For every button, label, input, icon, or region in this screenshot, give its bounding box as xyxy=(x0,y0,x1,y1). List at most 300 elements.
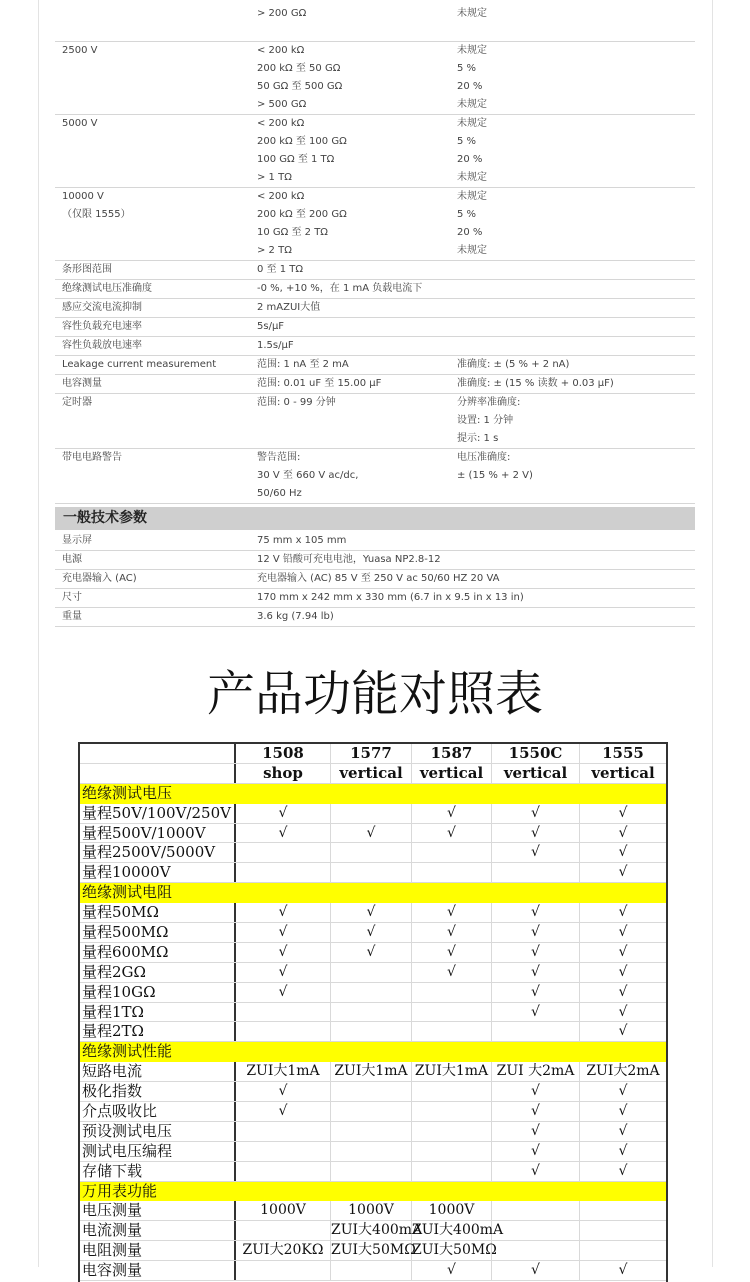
feature-label: 量程500V/1000V xyxy=(80,824,236,843)
spec-range: 2 mAZUI大值 xyxy=(257,302,321,313)
feature-row xyxy=(80,1261,666,1281)
spec-accuracy-cell xyxy=(457,356,695,374)
spec-label-cell xyxy=(55,337,257,355)
feature-value: 1000V xyxy=(236,1201,331,1220)
feature-row xyxy=(80,1201,666,1221)
feature-label: 量程600MΩ xyxy=(80,943,236,962)
spec-range: < 200 kΩ xyxy=(257,118,305,129)
check-icon: √ xyxy=(618,1262,628,1279)
spec-range: > 2 TΩ xyxy=(257,245,292,256)
feature-label: 极化指数 xyxy=(80,1082,236,1101)
spec-label: 绝缘测试电压准确度 xyxy=(62,283,152,294)
feature-value: ZUI大1mA xyxy=(412,1062,492,1081)
general-label: 电源 xyxy=(62,554,82,565)
check-icon: √ xyxy=(412,903,492,922)
feature-value xyxy=(236,1221,331,1240)
spec-range: < 200 kΩ xyxy=(257,45,305,56)
spec-accuracy: ± (15 % + 2 V) xyxy=(457,470,533,481)
spec-accuracy: 5 % xyxy=(457,209,477,220)
section-label: 万用表功能 xyxy=(82,1181,158,1200)
section-row xyxy=(80,883,666,903)
feature-label: 电压测量 xyxy=(80,1201,236,1220)
check-icon: √ xyxy=(492,1102,580,1121)
model-style: vertical xyxy=(412,764,492,783)
general-row xyxy=(55,608,695,627)
feature-value xyxy=(412,1122,492,1141)
spec-accuracy: 准确度: ± (5 % + 2 nA) xyxy=(457,359,570,370)
spec-accuracy-cell xyxy=(457,188,695,260)
check-icon: √ xyxy=(492,1082,580,1101)
general-value: 75 mm x 105 mm xyxy=(257,535,347,546)
check-icon: √ xyxy=(412,943,492,962)
spec-label: 条形图范围 xyxy=(62,264,112,275)
feature-value: ZUI大400mA xyxy=(331,1222,423,1239)
spec-accuracy-cell xyxy=(457,280,695,298)
check-icon: √ xyxy=(618,1003,628,1020)
spec-row xyxy=(55,261,695,280)
check-icon: √ xyxy=(236,963,331,982)
feature-value xyxy=(492,863,580,882)
check-icon: √ xyxy=(618,824,628,841)
spec-label: 容性负载放电速率 xyxy=(62,340,142,351)
spec-accuracy: 5 % xyxy=(457,136,477,147)
spec-accuracy: 20 % xyxy=(457,154,483,165)
feature-row xyxy=(80,1062,666,1082)
feature-value xyxy=(331,983,412,1002)
general-row xyxy=(55,570,695,589)
spec-range-cell xyxy=(257,394,457,448)
check-icon: √ xyxy=(331,923,412,942)
spec-label: Leakage current measurement xyxy=(62,359,217,370)
feature-label: 预设测试电压 xyxy=(80,1122,236,1141)
model-model: 1508 xyxy=(236,744,331,763)
check-icon: √ xyxy=(492,1003,580,1022)
feature-value xyxy=(580,1201,666,1220)
check-icon: √ xyxy=(236,903,331,922)
spec-label-cell xyxy=(55,188,257,260)
general-value: 170 mm x 242 mm x 330 mm (6.7 in x 9.5 in x 13 in) xyxy=(257,592,524,603)
general-specs-table xyxy=(55,532,695,627)
check-icon: √ xyxy=(618,904,628,921)
spec-range: 200 kΩ 至 200 GΩ xyxy=(257,209,347,220)
spec-range: 范围: 0.01 uF 至 15.00 μF xyxy=(257,378,382,389)
feature-value xyxy=(331,1022,412,1041)
feature-value xyxy=(331,863,412,882)
section-row xyxy=(80,784,666,804)
check-icon: √ xyxy=(412,963,492,982)
spec-accuracy-cell xyxy=(457,449,695,503)
model-model: 1550C xyxy=(492,744,580,763)
feature-row xyxy=(80,1241,666,1261)
check-icon: √ xyxy=(618,1083,628,1100)
spec-range: > 500 GΩ xyxy=(257,99,307,110)
feature-value xyxy=(580,1221,666,1240)
check-icon: √ xyxy=(492,1122,580,1141)
feature-row xyxy=(80,1122,666,1142)
model-style: vertical xyxy=(492,764,580,783)
check-icon: √ xyxy=(236,804,331,823)
check-icon: √ xyxy=(618,1103,628,1120)
check-icon: √ xyxy=(492,1261,580,1280)
check-icon: √ xyxy=(492,804,580,823)
feature-value xyxy=(412,1102,492,1121)
feature-value xyxy=(236,843,331,862)
spec-accuracy-cell xyxy=(457,261,695,279)
feature-value xyxy=(236,1022,331,1041)
comparison-title: 产品功能对照表 xyxy=(206,666,543,722)
spec-row xyxy=(55,375,695,394)
spec-label-cell xyxy=(55,318,257,336)
feature-value xyxy=(331,1102,412,1121)
spec-accuracy-cell xyxy=(457,318,695,336)
spec-label: 10000 V xyxy=(62,191,104,202)
check-icon: √ xyxy=(492,943,580,962)
check-icon: √ xyxy=(492,963,580,982)
general-value: 12 V 铅酸可充电电池，Yuasa NP2.8-12 xyxy=(257,554,441,565)
spec-accuracy-cell xyxy=(457,394,695,448)
spec-range: 50 GΩ 至 500 GΩ xyxy=(257,81,343,92)
check-icon: √ xyxy=(618,864,628,881)
model-style: vertical xyxy=(591,763,655,782)
feature-value xyxy=(236,1122,331,1141)
spec-label-cell xyxy=(55,394,257,448)
feature-value xyxy=(492,1201,580,1220)
feature-value xyxy=(236,1162,331,1181)
model-model: 1555 xyxy=(602,744,644,762)
spec-accuracy: 未规定 xyxy=(457,245,487,256)
check-icon: √ xyxy=(331,903,412,922)
spec-label: 感应交流电流抑制 xyxy=(62,302,142,313)
check-icon: √ xyxy=(492,923,580,942)
spec-range-cell xyxy=(257,280,457,298)
spec-range-cell xyxy=(257,5,457,41)
feature-value xyxy=(412,1162,492,1181)
spec-range: 30 V 至 660 V ac/dc, xyxy=(257,470,359,481)
general-row xyxy=(55,589,695,608)
feature-value xyxy=(492,1221,580,1240)
spec-range: 100 GΩ 至 1 TΩ xyxy=(257,154,335,165)
feature-value xyxy=(492,1022,580,1041)
spec-range: 10 GΩ 至 2 TΩ xyxy=(257,227,328,238)
check-icon: √ xyxy=(236,983,331,1002)
spec-accuracy: 未规定 xyxy=(457,45,487,56)
spec-range-cell xyxy=(257,318,457,336)
feature-label: 量程50MΩ xyxy=(80,903,236,922)
feature-value xyxy=(331,843,412,862)
feature-value: 1000V xyxy=(331,1201,412,1220)
general-value: 充电器输入 (AC) 85 V 至 250 V ac 50/60 HZ 20 VA xyxy=(257,573,500,584)
feature-row xyxy=(80,963,666,983)
spec-label xyxy=(62,23,257,41)
feature-value: ZUI大50MΩ xyxy=(412,1242,497,1259)
feature-value xyxy=(331,1003,412,1022)
spec-range-cell xyxy=(257,449,457,503)
spec-label-cell xyxy=(55,356,257,374)
feature-value xyxy=(236,863,331,882)
spec-range: 1.5s/μF xyxy=(257,340,294,351)
spec-range-cell xyxy=(257,188,457,260)
feature-label: 量程10000V xyxy=(80,863,236,882)
feature-value: ZUI 大2mA xyxy=(492,1062,580,1081)
spec-label: 容性负载充电速率 xyxy=(62,321,142,332)
general-label: 显示屏 xyxy=(62,535,92,546)
spec-row xyxy=(55,5,695,42)
check-icon: √ xyxy=(492,983,580,1002)
spec-range-cell xyxy=(257,261,457,279)
feature-row xyxy=(80,1003,666,1023)
check-icon: √ xyxy=(618,943,628,960)
spec-label-cell xyxy=(55,375,257,393)
feature-value: ZUI大1mA xyxy=(236,1062,331,1081)
comparison-header-styles xyxy=(80,764,666,784)
spec-row xyxy=(55,318,695,337)
feature-value xyxy=(580,1241,666,1260)
feature-label: 电容测量 xyxy=(80,1261,236,1280)
check-icon: √ xyxy=(412,824,492,843)
feature-value xyxy=(412,1022,492,1041)
feature-value xyxy=(331,1261,412,1280)
check-icon: √ xyxy=(331,943,412,962)
feature-label: 量程500MΩ xyxy=(80,923,236,942)
check-icon: √ xyxy=(618,983,628,1000)
spec-accuracy: 未规定 xyxy=(457,191,487,202)
general-label: 尺寸 xyxy=(62,592,82,603)
check-icon: √ xyxy=(412,804,492,823)
section-row xyxy=(80,1042,666,1062)
spec-accuracy: 5 % xyxy=(457,63,477,74)
spec-row xyxy=(55,299,695,318)
check-icon: √ xyxy=(492,843,580,862)
comparison-table xyxy=(78,742,668,1282)
feature-row xyxy=(80,903,666,923)
feature-value xyxy=(412,983,492,1002)
spec-accuracy: 未规定 xyxy=(457,118,487,129)
spec-range: 警告范围: xyxy=(257,452,301,463)
feature-value: ZUI大50MΩ xyxy=(331,1242,416,1259)
spec-row xyxy=(55,356,695,375)
spec-accuracy: 设置: 1 分钟 xyxy=(457,415,514,426)
spec-label: 5000 V xyxy=(62,118,98,129)
spec-range: 200 kΩ 至 100 GΩ xyxy=(257,136,347,147)
check-icon: √ xyxy=(618,963,628,980)
section-label: 绝缘测试电阻 xyxy=(82,883,173,902)
insulation-spec-table xyxy=(55,5,695,504)
feature-label: 测试电压编程 xyxy=(80,1142,236,1161)
spec-range-cell xyxy=(257,375,457,393)
check-icon: √ xyxy=(618,1162,628,1179)
feature-row xyxy=(80,824,666,844)
feature-value xyxy=(492,1241,580,1260)
spec-accuracy: 准确度: ± (15 % 读数 + 0.03 μF) xyxy=(457,378,614,389)
check-icon: √ xyxy=(618,1023,628,1040)
spec-accuracy: 分辨率准确度: xyxy=(457,397,521,408)
feature-value xyxy=(331,963,412,982)
general-label: 充电器输入 (AC) xyxy=(62,573,137,584)
check-icon: √ xyxy=(492,1162,580,1181)
feature-label: 量程2TΩ xyxy=(80,1022,236,1041)
spec-label-cell xyxy=(55,261,257,279)
spec-accuracy: 未规定 xyxy=(457,172,487,183)
general-specs-heading: 一般技术参数 xyxy=(55,507,695,530)
spec-accuracy-cell xyxy=(457,375,695,393)
spec-label-cell xyxy=(55,5,257,41)
spec-accuracy-cell xyxy=(457,337,695,355)
spec-range: 50/60 Hz xyxy=(257,488,302,499)
feature-label: 介点吸收比 xyxy=(80,1102,236,1121)
feature-value: ZUI大20KΩ xyxy=(236,1241,331,1260)
spec-row xyxy=(55,188,695,261)
spec-label xyxy=(62,5,257,23)
model-model: 1587 xyxy=(412,744,492,763)
section-label: 绝缘测试电压 xyxy=(82,783,173,802)
spec-range: -0 %, +10 %，在 1 mA 负载电流下 xyxy=(257,283,423,294)
spec-label-cell xyxy=(55,42,257,114)
spec-label: 2500 V xyxy=(62,45,98,56)
spec-row xyxy=(55,337,695,356)
spec-accuracy: 提示: 1 s xyxy=(457,433,499,444)
spec-row xyxy=(55,394,695,449)
check-icon: √ xyxy=(618,844,628,861)
spec-range: 范围: 1 nA 至 2 mA xyxy=(257,359,349,370)
spec-label: 带电电路警告 xyxy=(62,452,122,463)
spec-accuracy-cell xyxy=(457,5,695,41)
feature-row xyxy=(80,1162,666,1182)
check-icon: √ xyxy=(236,1082,331,1101)
feature-value xyxy=(412,1082,492,1101)
feature-label: 量程2500V/5000V xyxy=(80,843,236,862)
feature-label: 存储下载 xyxy=(80,1162,236,1181)
feature-value: ZUI大400mA xyxy=(412,1222,504,1239)
feature-value: 1000V xyxy=(412,1201,492,1220)
feature-label: 电阻测量 xyxy=(80,1241,236,1260)
check-icon: √ xyxy=(492,903,580,922)
feature-row xyxy=(80,1142,666,1162)
spec-accuracy: 未规定 xyxy=(457,99,487,110)
spec-label-cell xyxy=(55,115,257,187)
check-icon: √ xyxy=(492,1142,580,1161)
check-icon: √ xyxy=(492,824,580,843)
spec-range-cell xyxy=(257,299,457,317)
spec-range: 200 kΩ 至 50 GΩ xyxy=(257,63,341,74)
feature-value xyxy=(412,863,492,882)
feature-value: ZUI大1mA xyxy=(331,1062,412,1081)
spec-row xyxy=(55,115,695,188)
feature-label: 电流测量 xyxy=(80,1221,236,1240)
feature-row xyxy=(80,843,666,863)
feature-row xyxy=(80,983,666,1003)
general-row xyxy=(55,532,695,551)
spec-accuracy-cell xyxy=(457,42,695,114)
check-icon: √ xyxy=(236,923,331,942)
feature-row xyxy=(80,1082,666,1102)
spec-label: （仅限 1555） xyxy=(62,209,131,220)
check-icon: √ xyxy=(618,1142,628,1159)
check-icon: √ xyxy=(236,824,331,843)
spec-label-cell xyxy=(55,280,257,298)
spec-range-cell xyxy=(257,42,457,114)
check-icon: √ xyxy=(412,1261,492,1280)
spec-range: > 1 TΩ xyxy=(257,172,292,183)
feature-row xyxy=(80,863,666,883)
feature-value xyxy=(412,843,492,862)
feature-value xyxy=(331,1142,412,1161)
check-icon: √ xyxy=(618,1122,628,1139)
spec-range: 5s/μF xyxy=(257,321,285,332)
spec-label-cell xyxy=(55,299,257,317)
feature-label: 量程1TΩ xyxy=(80,1003,236,1022)
feature-value xyxy=(236,1142,331,1161)
header-blank xyxy=(80,744,236,763)
spec-range: < 200 kΩ xyxy=(257,191,305,202)
feature-label: 量程50V/100V/250V xyxy=(80,804,236,823)
feature-value xyxy=(412,1003,492,1022)
spec-label: 电容测量 xyxy=(62,378,102,389)
spec-row xyxy=(55,280,695,299)
section-row xyxy=(80,1182,666,1202)
spec-accuracy: 电压准确度: xyxy=(457,452,511,463)
comparison-header-models xyxy=(80,744,666,764)
general-row xyxy=(55,551,695,570)
spec-range: 0 至 1 TΩ xyxy=(257,264,304,275)
check-icon: √ xyxy=(331,824,412,843)
feature-value xyxy=(331,1082,412,1101)
spec-row xyxy=(55,42,695,115)
feature-value xyxy=(236,1261,331,1280)
spec-range: > 200 GΩ xyxy=(257,8,307,19)
feature-value xyxy=(236,1003,331,1022)
spec-range-cell xyxy=(257,337,457,355)
feature-row xyxy=(80,943,666,963)
spec-label-cell xyxy=(55,449,257,503)
feature-label: 量程2GΩ xyxy=(80,963,236,982)
spec-accuracy: 未规定 xyxy=(457,8,487,19)
feature-value xyxy=(331,1122,412,1141)
feature-row xyxy=(80,923,666,943)
feature-value xyxy=(412,1142,492,1161)
section-label: 绝缘测试性能 xyxy=(82,1042,173,1061)
spec-label: 定时器 xyxy=(62,397,92,408)
spec-accuracy-cell xyxy=(457,115,695,187)
feature-value xyxy=(331,1162,412,1181)
check-icon: √ xyxy=(236,1102,331,1121)
spec-range: 范围: 0 - 99 分钟 xyxy=(257,397,336,408)
model-style: shop xyxy=(236,764,331,783)
model-model: 1577 xyxy=(331,744,412,763)
general-label: 重量 xyxy=(62,611,82,622)
check-icon: √ xyxy=(618,804,628,821)
general-value: 3.6 kg (7.94 lb) xyxy=(257,611,334,622)
spec-accuracy: 20 % xyxy=(457,227,483,238)
model-style: vertical xyxy=(331,764,412,783)
check-icon: √ xyxy=(412,923,492,942)
spec-range-cell xyxy=(257,356,457,374)
feature-row xyxy=(80,1022,666,1042)
spec-row xyxy=(55,449,695,504)
feature-value: ZUI大2mA xyxy=(586,1063,660,1080)
check-icon: √ xyxy=(236,943,331,962)
feature-row xyxy=(80,1102,666,1122)
check-icon: √ xyxy=(618,924,628,941)
feature-value xyxy=(331,804,412,823)
header-blank xyxy=(80,764,236,783)
feature-label: 量程10GΩ xyxy=(80,983,236,1002)
spec-accuracy: 20 % xyxy=(457,81,483,92)
feature-label: 短路电流 xyxy=(80,1062,236,1081)
spec-accuracy-cell xyxy=(457,299,695,317)
feature-row xyxy=(80,1221,666,1241)
feature-row xyxy=(80,804,666,824)
spec-range-cell xyxy=(257,115,457,187)
